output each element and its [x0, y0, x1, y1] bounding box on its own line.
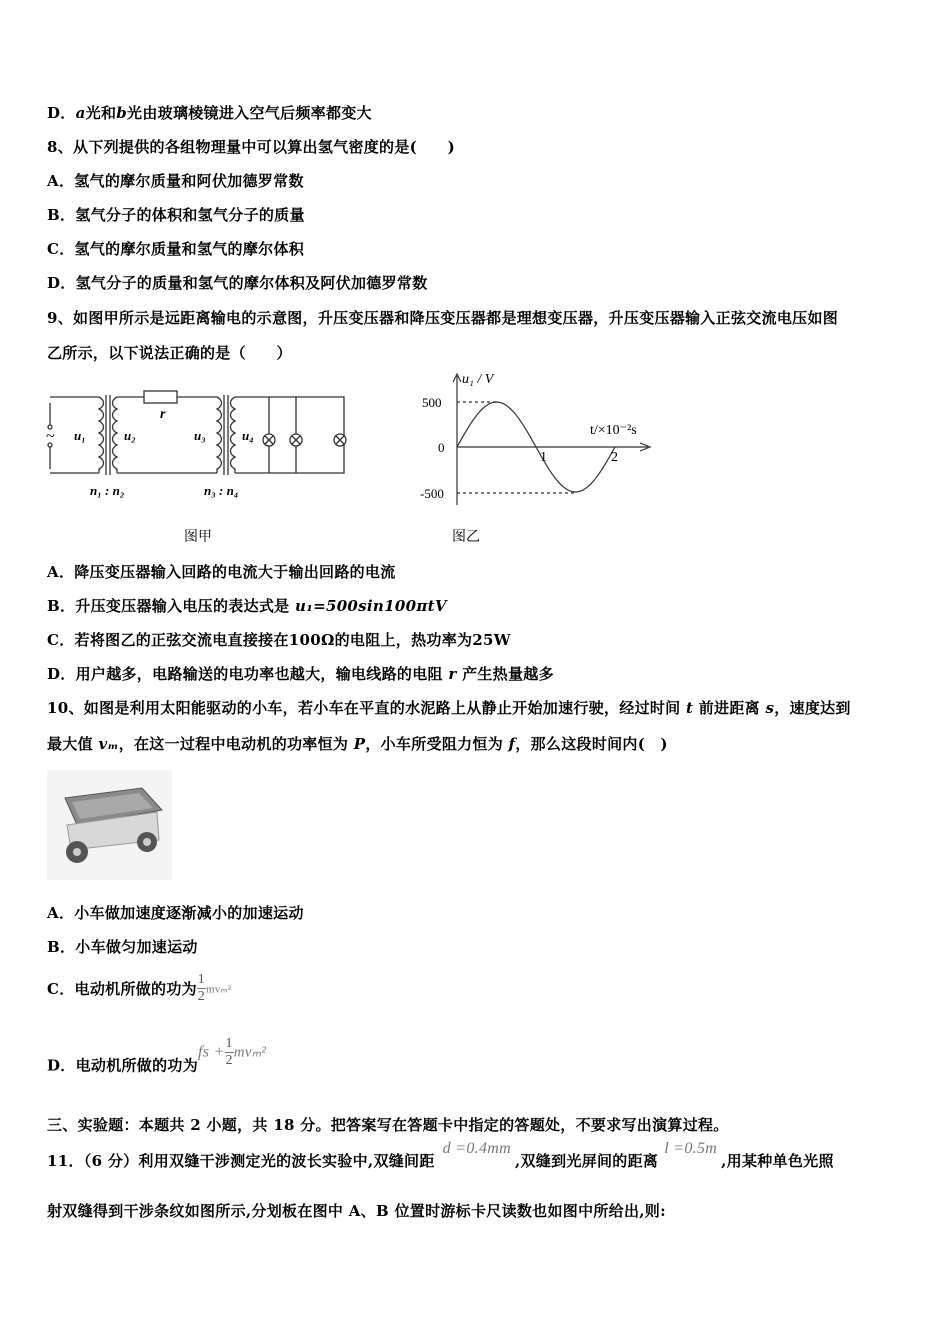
figure-b-caption: 图乙 [452, 529, 480, 545]
q10-stem-line2: 最大值 vₘ，在这一过程中电动机的功率恒为 P，小车所受阻力恒为 f，那么这段时间内( ) [47, 735, 668, 753]
ratio-n3-n4: n₃ : n₄ [204, 483, 239, 498]
q11-stem-line2: 射双缝得到干涉条纹如图所示,分划板在图中 A、B 位置时游标卡尺读数也如图中所给出,则: [47, 1202, 666, 1220]
q10-option-c: C．电动机所做的功为 $\frac{1}{2}$ mvₘ² [47, 972, 232, 1004]
circuit-diagram [44, 385, 364, 505]
figure-a-caption: 图甲 [184, 529, 212, 545]
q10-option-d: D．电动机所做的功为fs + $\frac{1}{2}$ mvₘ² [47, 1036, 267, 1075]
x-tick-1: 1 [540, 450, 547, 465]
q9-stem-line2: 乙所示，以下说法正确的是（ ） [47, 344, 292, 362]
label-u3: u₃ [194, 428, 206, 443]
solar-car-image [47, 770, 172, 880]
q9-stem-line1: 9、如图甲所示是远距离输电的示意图，升压变压器和降压变压器都是理想变压器，升压变压器输入正弦交流电压如图 [47, 309, 839, 327]
voltage-waveform-chart [410, 370, 660, 510]
q10-option-b: B．小车做匀加速运动 [47, 938, 198, 956]
q8-option-d: D．氢气分子的质量和氢气的摩尔体积及阿伏加德罗常数 [47, 274, 428, 292]
fraction-one-half: $\frac{1}{2}$ [197, 972, 206, 1004]
y-axis-label: u₁ / V [462, 372, 494, 387]
q8-option-c: C．氢气的摩尔质量和氢气的摩尔体积 [47, 240, 305, 258]
q9-option-b: B．升压变压器输入电压的表达式是 u₁=500sin100πtV [47, 597, 447, 615]
q11-stem-line1: 11．（6 分）利用双缝干涉测定光的波长实验中,双缝间距d =0.4mm,双缝到光屏间的距离l =0.5m,用某种单色光照 [47, 1140, 834, 1170]
y-tick-0: 0 [438, 440, 445, 455]
y-tick-500: 500 [422, 395, 442, 410]
ratio-n1-n2: n₁ : n₂ [90, 483, 125, 498]
q8-option-a: A．氢气的摩尔质量和阿伏加德罗常数 [47, 172, 304, 190]
x-axis-label: t/×10⁻²s [590, 423, 637, 438]
label-u4: u₄ [242, 428, 254, 443]
x-tick-2: 2 [611, 450, 618, 465]
q9-option-a: A．降压变压器输入回路的电流大于输出回路的电流 [47, 563, 396, 581]
q8-stem: 8、从下列提供的各组物理量中可以算出氢气密度的是( ) [47, 138, 456, 156]
label-u1: u₁ [74, 428, 86, 443]
fraction-one-half: $\frac{1}{2}$ [225, 1036, 233, 1068]
q10-stem-line1: 10、如图是利用太阳能驱动的小车，若小车在平直的水泥路上从静止开始加速行驶，经过时间 t 前进距离 s，速度达到 [47, 699, 851, 717]
q8-option-b: B．氢气分子的体积和氢气分子的质量 [47, 206, 305, 224]
section-3-heading: 三、实验题：本题共 2 小题，共 18 分。把答案写在答题卡中指定的答题处，不要求写出演算过程。 [47, 1116, 729, 1134]
y-tick-neg500: -500 [420, 486, 444, 501]
q7-option-d: D．a光和b光由玻璃棱镜进入空气后频率都变大 [47, 104, 372, 122]
q9-option-d: D．用户越多，电路输送的电功率也越大，输电线路的电阻 r 产生热量越多 [47, 665, 554, 683]
q10-option-a: A．小车做加速度逐渐减小的加速运动 [47, 904, 304, 922]
ac-source-symbol: ~ [46, 428, 55, 445]
q9-option-c: C．若将图乙的正弦交流电直接接在100Ω的电阻上，热功率为25W [47, 631, 511, 649]
label-u2: u₂ [124, 428, 136, 443]
resistor-label: r [160, 407, 166, 422]
